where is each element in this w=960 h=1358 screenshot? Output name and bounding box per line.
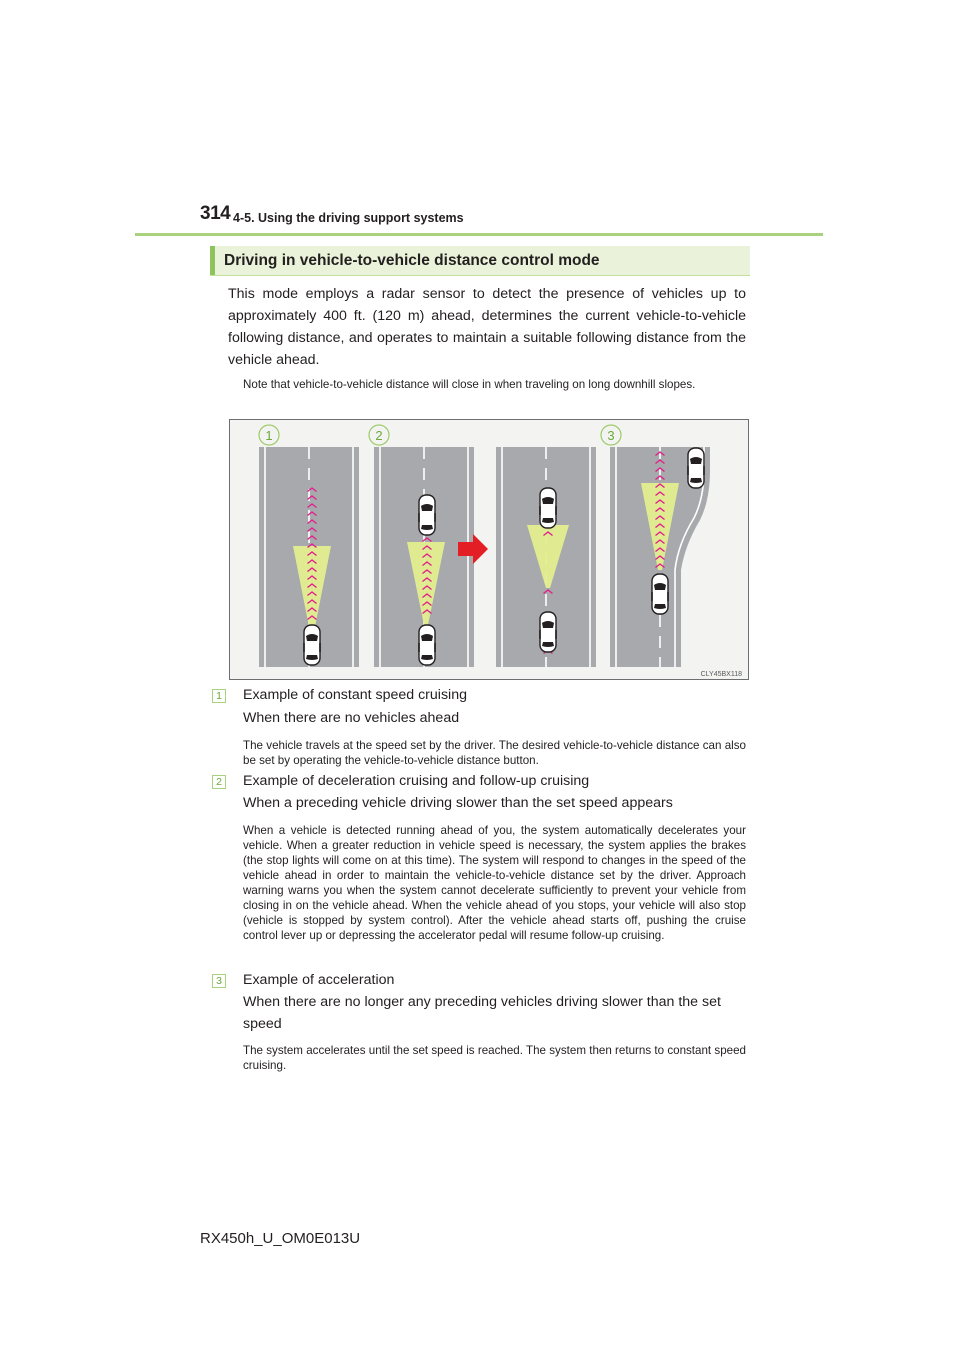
footer-model-code: RX450h_U_OM0E013U [200, 1230, 361, 1247]
own-car-3 [540, 612, 556, 652]
item-1-title: Example of constant speed cruising [243, 687, 467, 703]
note-paragraph: Note that vehicle-to-vehicle distance will close in when traveling on long downhill slopes. [243, 378, 696, 391]
item-2-number: 2 [212, 775, 226, 789]
lead-car-4 [688, 448, 704, 488]
item-3-subtitle: When there are no longer any preceding vehicles driving slower than the set speed [243, 994, 721, 1032]
illustration [229, 419, 749, 680]
item-3-number: 3 [212, 974, 226, 988]
lead-car-2 [419, 495, 435, 535]
own-car-4 [652, 574, 668, 614]
section-title: 4-5. Using the driving support systems [233, 211, 464, 225]
marker-3 [601, 425, 621, 445]
item-1-subtitle: When there are no vehicles ahead [243, 710, 460, 726]
lead-car-3 [540, 488, 556, 528]
item-3-title: Example of acceleration [243, 972, 395, 988]
item-3-description: The system accelerates until the set speed is reached. The system then returns to constant speed cruising. [243, 1044, 746, 1072]
item-2-description: When a vehicle is detected running ahead of you, the system automatically decelerates your vehicle. When a greater reduction in vehicle speed is necessary, the system applies the brakes (the stop lights will come on at this time). The system will respond to changes in the speed of the vehicle ahead in order to maintain the vehicle-to-vehicle distance set by the driver. Approach warning warns you when the system cannot decelerate sufficiently to prevent your vehicle from closing in on the vehicle ahead. When the vehicle ahead of you stops, your vehicle will also stop (vehicle is stopped by system control). After the vehicle ahead starts off, pushing the cruise control lever up or depressing the accelerator pedal will resume follow-up cruising. [243, 824, 746, 942]
marker-2-label: 2 [375, 428, 383, 443]
item-2-subtitle: When a preceding vehicle driving slower than the set speed appears [243, 795, 673, 811]
figure-code: CLY45BX118 [700, 671, 742, 678]
marker-3-label: 3 [607, 428, 615, 443]
own-car-2 [419, 625, 435, 665]
heading-bar [210, 246, 750, 276]
marker-1-label: 1 [265, 428, 273, 443]
marker-2 [369, 425, 389, 445]
page-number: 314 [200, 203, 231, 224]
marker-1 [259, 425, 279, 445]
intro-paragraph: This mode employs a radar sensor to detect the presence of vehicles up to approximately 400 ft. (120 m) ahead, determines the current vehicle-to-vehicle following distance, and operates to maintain a suitable following distance from the vehicle ahead. [228, 286, 746, 368]
item-2-title: Example of deceleration cruising and follow-up cruising [243, 773, 590, 789]
illustration-svg [230, 420, 750, 681]
own-car-1 [304, 625, 320, 665]
header-rule [135, 233, 823, 236]
heading-title: Driving in vehicle-to-vehicle distance control mode [224, 252, 600, 269]
item-1-number: 1 [212, 689, 226, 703]
heading-accent [210, 246, 215, 275]
item-1-description: The vehicle travels at the speed set by the driver. The desired vehicle-to-vehicle distance can also be set by operating the vehicle-to-vehicle distance button. [243, 739, 746, 767]
